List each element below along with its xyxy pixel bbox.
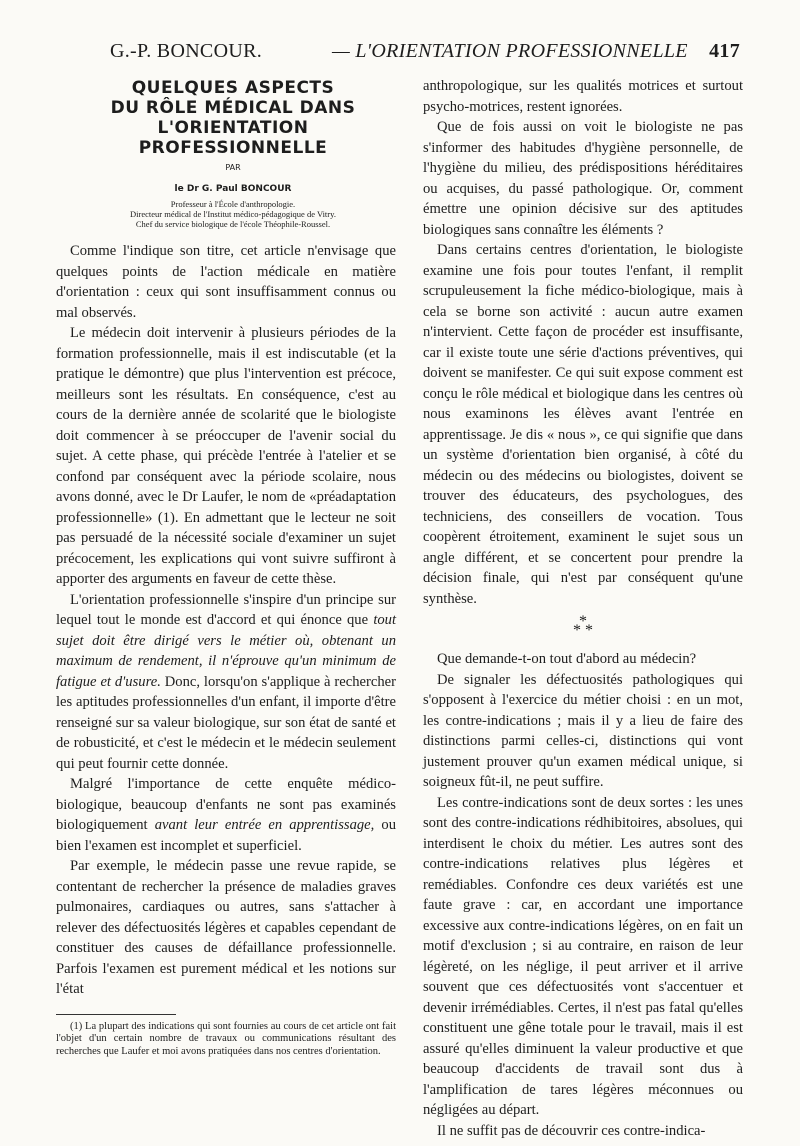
author-affiliation: Directeur médical de l'Institut médico-pédagogique de Vitry. bbox=[130, 209, 336, 219]
italic-principle: tout sujet doit être dirigé vers le métier où, obtenant un maximum de rendement, il n'éprouve qu'un minimum de fatigue et d'usure. bbox=[56, 612, 397, 690]
paragraph bbox=[56, 590, 396, 775]
header-journal-title: — L'ORIENTATION PROFESSIONNELLE bbox=[332, 40, 688, 62]
paragraph: Dans certains centres d'orientation, le biologiste examine une fois pour toutes l'enfant, il remplit scrupuleusement la fiche médico-biologique, mais à cela se borne son activité : aucun autre examen n'intervient. Cette façon de procéder est insuffisante, car il existe toute une série d'actions préventives, qui doivent se manifester. Ce qui suit expose comment est conçu le rôle médical et biologique dans les centres où nous examinons les élèves avant l'entrée en apprentissage. Je dis « nous », ce qui signifie que dans un système d'orientation bien organisé, à côté du médecin ou des médecins ou biologistes, doivent se trouver des éducateurs, des psychologues, des techniciens, des conseillers de vocation. Tous coopèrent étroitement, examinent le sujet sous un angle différent, et se concertent pour prendre la décision finale, qui n'est par conséquent qu'une synthèse. bbox=[423, 242, 743, 607]
article-title bbox=[56, 78, 396, 158]
paragraph: Les contre-indications sont de deux sortes : les unes sont des contre-indications rédhibitoires, absolues, qui interdisent le choix du métier. Les autres sont des contre-indications relatives plus légères et remédiables. Confondre ces deux variétés est une faute grave : car, en accordant une importance excessive aux contre-indications légères, on en fait un motif d'exclusion ; si au contraire, en raison de leur légèreté, on les néglige, il peut arriver et il arrive souvent que ces défectuosités vont s'accentuer et devenir irrémédiables. Certes, il n'est pas fatal qu'elles constituent une gêne totale pour le travail, mais il est assuré qu'elles diminuent la valeur productive et que beaucoup d'accidents de travail sont dus à l'amplification de tares légères méconnues ou négligées au départ. bbox=[423, 794, 743, 1118]
footnote: (1) La plupart des indications qui sont fournies au cours de cet article ont fait l'objet d'un certain nombre de travaux ou communications résultant des recherches que Laufer et moi avons pratiquées dans nos centres d'orientation. bbox=[56, 1020, 396, 1057]
right-column bbox=[423, 76, 743, 1141]
footnote-divider bbox=[56, 1014, 176, 1015]
left-column bbox=[56, 78, 396, 1058]
title-line: DU RÔLE MÉDICAL DANS bbox=[110, 98, 356, 118]
byline-par: PAR bbox=[225, 163, 241, 172]
paragraph: Le médecin doit intervenir à plusieurs périodes de la formation professionnelle, mais il est indiscutable (et la pratique le démontre) que plus l'intervention est précoce, meilleurs sont les résultats. En conséquence, c'est au cours de la dernière année de scolarité que le biologiste doit commencer à se préoccuper de l'avenir social du sujet. A cette phase, qui précède l'entrée à l'atelier et se confond par conséquent avec la période scolaire, nous avons donné, avec le Dr Laufer, le nom de «préadaptation professionnelle» (1). En admettant que le lecteur ne soit pas persuadé de la nécessité sociale d'examiner un sujet précocement, les explications qui vont suivre suffiront à apporter des arguments en faveur de cette thèse. bbox=[56, 325, 396, 587]
author-affiliation: Professeur à l'École d'anthropologie. bbox=[170, 199, 296, 209]
title-line: L'ORIENTATION bbox=[157, 118, 309, 138]
paragraph: Comme l'indique son titre, cet article n'envisage que quelques points de l'action médicale en matière d'orientation : ceux qui sont insuffisamment connus ou mal observés. bbox=[56, 243, 396, 321]
text-run: Donc, lorsqu'on s'applique à rechercher les aptitudes professionnelles d'un enfant, il importe d'être renseigné sur sa valeur biologique, sur son état de santé et de robusticité, et c'est le médecin et le médecin seulement qui peut fournir cette donnée. bbox=[56, 673, 396, 772]
title-line: QUELQUES ASPECTS bbox=[131, 78, 335, 98]
paragraph bbox=[56, 774, 396, 856]
paragraph: Que de fois aussi on voit le biologiste ne pas s'informer des habitudes d'hygiène personnelle, de l'hygiène du milieu, des prédispositions héréditaires ou acquises, du passé pathologique. Or, comment émettre une opinion décisive sur des aptitudes biologiques sans connaître les éléments ? bbox=[423, 119, 743, 238]
page-number: 417 bbox=[709, 40, 740, 62]
text-run: ou bien l'examen est incomplet et superficiel. bbox=[56, 817, 396, 854]
section-separator: * * * bbox=[573, 613, 593, 639]
text-run: Malgré l'importance de cette enquête médico-biologique, beaucoup d'enfants ne sont pas examinés biologiquement bbox=[56, 776, 396, 833]
paragraph: anthropologique, sur les qualités motrices et surtout psycho-motrices, restent ignorées. bbox=[423, 78, 743, 115]
paragraph: Que demande-t-on tout d'abord au médecin? bbox=[437, 651, 697, 667]
text-run: L'orientation professionnelle s'inspire d'un principe sur lequel tout le monde est d'accord et qui énonce que bbox=[56, 591, 396, 628]
title-line: PROFESSIONNELLE bbox=[138, 138, 328, 158]
paragraph: Par exemple, le médecin passe une revue rapide, se contentant de rechercher la présence de maladies graves pulmonaires, cardiaques ou autres, sans s'attacher à relever des défectuosités légères et capables cependant de constituer des causes de défaillance professionnelle. Parfois l'examen est purement médical et les notions sur l'état bbox=[56, 858, 396, 997]
author-name: le Dr G. Paul BONCOUR bbox=[174, 183, 292, 194]
paragraph: Il ne suffit pas de découvrir ces contre-indica- bbox=[437, 1122, 706, 1139]
header-author: G.-P. BONCOUR. bbox=[110, 40, 263, 62]
paragraph: De signaler les défectuosités pathologiques qui s'opposent à l'exercice du métier choisi : en un mot, les contre-indications ; mais il y a lieu de faire des distinctions parmi celles-ci, distinctions qui vont justement prouver qu'un examen médical unique, si soigneux fût-il, ne peut suffire. bbox=[423, 671, 743, 790]
author-affiliation: Chef du service biologique de l'école Théophile-Roussel. bbox=[135, 219, 331, 229]
italic-phrase: avant leur entrée en apprentissage, bbox=[154, 817, 375, 833]
